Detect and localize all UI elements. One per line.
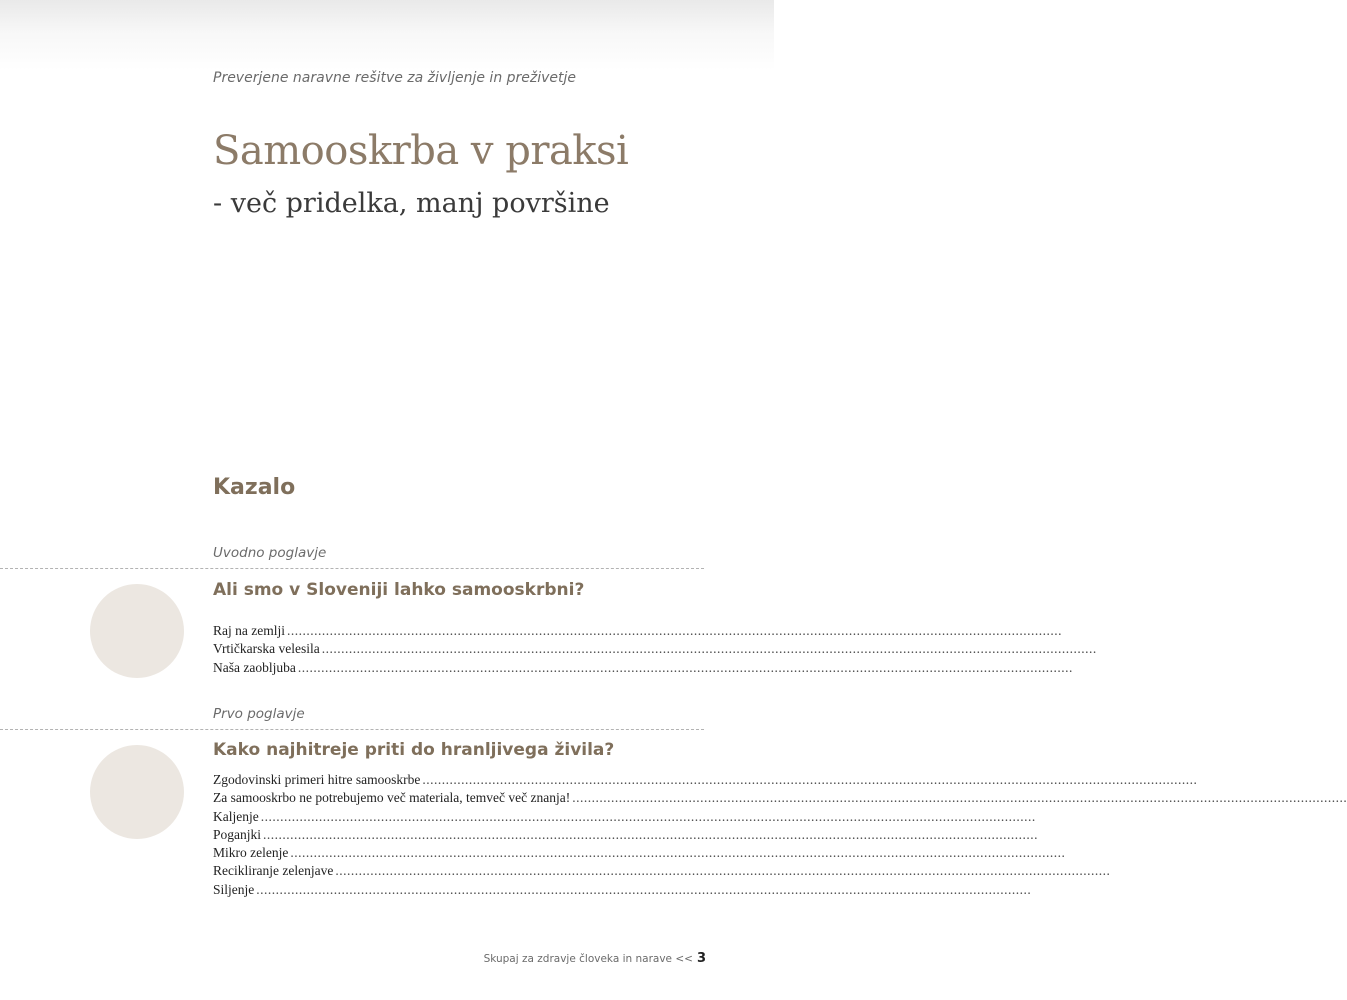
toc-entry[interactable]: Siljenje ........................................................................................................................................................................................................	[213, 881, 662, 899]
toc-entry[interactable]: Za samooskrbo ne potrebujemo več materiala, temveč več znanja! ........................................................................................................................................................................................................	[213, 789, 662, 807]
leader-dots: ........................................................................................................................................................................................................	[335, 863, 1111, 879]
toc-entry[interactable]: Naša zaobljuba ........................................................................................................................................................................................................	[213, 659, 662, 677]
chapter-label-intro: Uvodno poglavje	[213, 545, 327, 561]
toc-entry[interactable]: Kaljenje ........................................................................................................................................................................................................	[213, 808, 662, 826]
toc-heading: Kazalo	[213, 475, 296, 500]
leader-dots: ........................................................................................................................................................................................................	[256, 881, 1032, 897]
toc-entry[interactable]: Vrtičkarska velesila ........................................................................................................................................................................................................	[213, 640, 662, 658]
leader-dots: ........................................................................................................................................................................................................	[572, 790, 1347, 806]
leader-dots: ........................................................................................................................................................................................................	[297, 659, 1073, 675]
toc-entry[interactable]: Raj na zemlji ........................................................................................................................................................................................................	[213, 622, 662, 640]
footer-text: Skupaj za zdravje človeka in narave <<	[483, 953, 693, 965]
chapter-divider	[0, 729, 704, 730]
leader-dots: ........................................................................................................................................................................................................	[422, 772, 1198, 787]
leader-dots: ........................................................................................................................................................................................................	[263, 826, 1039, 842]
chapter-title-intro: Ali smo v Sloveniji lahko samooskrbni?	[213, 580, 585, 600]
page-footer	[484, 951, 706, 966]
page-number: 3	[696, 951, 706, 966]
leader-dots: ........................................................................................................................................................................................................	[286, 623, 1062, 638]
chapter-entries-first	[213, 771, 1347, 899]
book-tagline: Preverjene naravne rešitve za življenje in preživetje	[213, 70, 577, 86]
chapter-entries-intro	[213, 622, 1097, 677]
page-top-shade	[0, 0, 774, 70]
book-title: Samooskrba v praksi	[213, 128, 629, 174]
chapter-circle-decoration	[90, 584, 184, 678]
leader-dots: ........................................................................................................................................................................................................	[321, 641, 1097, 657]
book-subtitle: - več pridelka, manj površine	[213, 188, 610, 219]
chapter-circle-decoration	[90, 745, 184, 839]
toc-entry[interactable]: Zgodovinski primeri hitre samooskrbe ........................................................................................................................................................................................................	[213, 771, 662, 789]
leader-dots: ........................................................................................................................................................................................................	[290, 845, 1066, 861]
leader-dots: ........................................................................................................................................................................................................	[260, 808, 1036, 824]
toc-entry[interactable]: Recikliranje zelenjave ........................................................................................................................................................................................................	[213, 862, 662, 880]
toc-entry[interactable]: Mikro zelenje ........................................................................................................................................................................................................	[213, 844, 662, 862]
toc-entry[interactable]: Poganjki ........................................................................................................................................................................................................	[213, 826, 662, 844]
chapter-label-first: Prvo poglavje	[213, 706, 305, 722]
chapter-divider	[0, 568, 704, 569]
chapter-title-first: Kako najhitreje priti do hranljivega živila?	[213, 740, 615, 760]
